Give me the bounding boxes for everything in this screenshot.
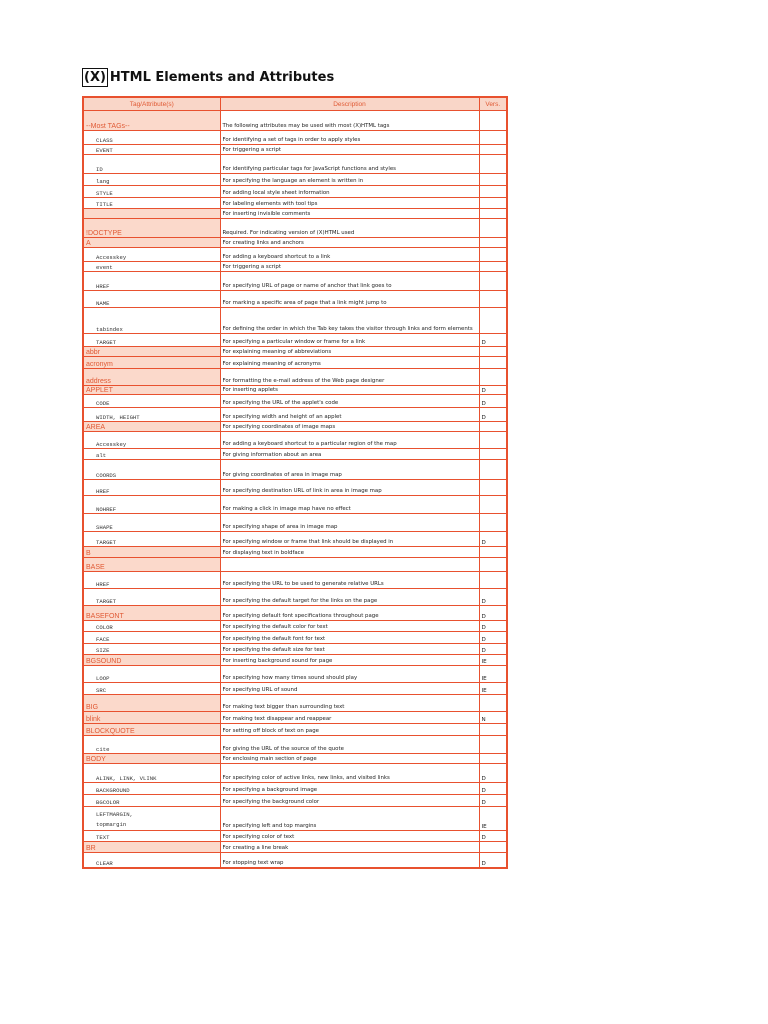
table-row: [83, 695, 507, 712]
tag-cell: HREF: [83, 272, 220, 291]
description-cell: For giving the URL of the source of the quote: [220, 736, 479, 754]
version-cell: [479, 480, 507, 496]
description-cell: For inserting applets: [220, 386, 479, 395]
tag-cell: ID: [83, 155, 220, 174]
description-cell: For creating links and anchors: [220, 238, 479, 248]
version-cell: [479, 449, 507, 460]
version-cell: [479, 131, 507, 145]
elements-table: [82, 96, 508, 869]
tag-cell: BR: [83, 842, 220, 853]
document-title: [82, 66, 334, 88]
tag-cell: BACKGROUND: [83, 783, 220, 795]
table-row: [83, 155, 507, 174]
tag-cell: BASE: [83, 558, 220, 572]
table-row: [83, 238, 507, 248]
table-row: [83, 754, 507, 764]
tag-cell: BIG: [83, 695, 220, 712]
header-description: Description: [220, 97, 479, 111]
tag-cell: COLOR: [83, 621, 220, 632]
description-cell: For labeling elements with tool tips: [220, 198, 479, 209]
description-cell: For making text bigger than surrounding text: [220, 695, 479, 712]
version-cell: [479, 209, 507, 219]
table-row: [83, 174, 507, 186]
table-row: [83, 807, 507, 831]
table-row: [83, 514, 507, 532]
description-cell: For setting off block of text on page: [220, 724, 479, 736]
tag-cell: alt: [83, 449, 220, 460]
description-cell: For specifying destination URL of link in area in image map: [220, 480, 479, 496]
version-cell: [479, 111, 507, 131]
description-cell: For specifying the URL to be used to generate relative URLs: [220, 572, 479, 589]
table-row: [83, 480, 507, 496]
table-row: [83, 198, 507, 209]
version-cell: [479, 262, 507, 272]
version-cell: [479, 460, 507, 480]
table-row: [83, 308, 507, 334]
tag-cell: tabindex: [83, 308, 220, 334]
version-cell: [479, 724, 507, 736]
table-row: [83, 666, 507, 683]
version-cell: [479, 496, 507, 514]
table-row: [83, 449, 507, 460]
table-row: [83, 386, 507, 395]
tag-cell: NOHREF: [83, 496, 220, 514]
description-cell: For displaying text in boldface: [220, 547, 479, 558]
table-row: [83, 334, 507, 347]
version-cell: [479, 198, 507, 209]
description-cell: For specifying URL of sound: [220, 683, 479, 695]
version-cell: D: [479, 795, 507, 807]
table-row: [83, 460, 507, 480]
description-cell: For specifying the default size for text: [220, 644, 479, 655]
table-row: [83, 606, 507, 621]
table-row: [83, 209, 507, 219]
version-cell: [479, 248, 507, 262]
description-cell: For inserting invisible comments: [220, 209, 479, 219]
version-cell: [479, 186, 507, 198]
description-cell: For making text disappear and reappear: [220, 712, 479, 724]
tag-cell: LEFTMARGIN, topmargin: [83, 807, 220, 831]
description-cell: For giving information about an area: [220, 449, 479, 460]
version-cell: [479, 174, 507, 186]
version-cell: [479, 238, 507, 248]
version-cell: [479, 754, 507, 764]
description-cell: For specifying width and height of an applet: [220, 408, 479, 422]
version-cell: D: [479, 853, 507, 868]
version-cell: [479, 145, 507, 155]
table-row: [83, 547, 507, 558]
tag-cell: --Most TAGs--: [83, 111, 220, 131]
title-text: HTML Elements and Attributes: [109, 69, 335, 85]
description-cell: For specifying the default target for the links on the page: [220, 589, 479, 606]
tag-cell: HREF: [83, 572, 220, 589]
version-cell: D: [479, 783, 507, 795]
tag-cell: WIDTH, HEIGHT: [83, 408, 220, 422]
tag-cell: BGCOLOR: [83, 795, 220, 807]
description-cell: For explaining meaning of abbreviations: [220, 347, 479, 357]
tag-cell: SRC: [83, 683, 220, 695]
table-row: [83, 831, 507, 842]
description-cell: For triggering a script: [220, 262, 479, 272]
version-cell: IE: [479, 807, 507, 831]
tag-cell: HREF: [83, 480, 220, 496]
description-cell: For inserting background sound for page: [220, 655, 479, 666]
description-cell: For enclosing main section of page: [220, 754, 479, 764]
title-boxed-prefix: (X): [84, 69, 106, 85]
tag-cell: lang: [83, 174, 220, 186]
description-cell: For creating a line break: [220, 842, 479, 853]
header-tag: Tag/Attribute(s): [83, 97, 220, 111]
table-row: [83, 422, 507, 432]
description-cell: For identifying particular tags for JavaScript functions and styles: [220, 155, 479, 174]
description-cell: For specifying URL of page or name of anchor that link goes to: [220, 272, 479, 291]
description-cell: For specifying the default color for text: [220, 621, 479, 632]
tag-cell: BGSOUND: [83, 655, 220, 666]
table-row: [83, 712, 507, 724]
tag-cell: abbr: [83, 347, 220, 357]
description-cell: For explaining meaning of acronyms: [220, 357, 479, 369]
table-row: [83, 632, 507, 644]
description-cell: For triggering a script: [220, 145, 479, 155]
description-cell: For specifying coordinates of image maps: [220, 422, 479, 432]
table-row: [83, 219, 507, 238]
version-cell: [479, 422, 507, 432]
table-row: [83, 783, 507, 795]
version-cell: [479, 547, 507, 558]
version-cell: [479, 695, 507, 712]
table-row: [83, 291, 507, 308]
table-row: [83, 369, 507, 386]
version-cell: D: [479, 532, 507, 547]
description-cell: For specifying shape of area in image map: [220, 514, 479, 532]
version-cell: IE: [479, 666, 507, 683]
table-row: [83, 795, 507, 807]
version-cell: [479, 842, 507, 853]
tag-cell: B: [83, 547, 220, 558]
description-cell: [220, 558, 479, 572]
tag-cell: CODE: [83, 395, 220, 408]
description-cell: The following attributes may be used with most (X)HTML tags: [220, 111, 479, 131]
table-row: [83, 655, 507, 666]
description-cell: For specifying default font specifications throughout page: [220, 606, 479, 621]
version-cell: [479, 308, 507, 334]
version-cell: [479, 357, 507, 369]
table-row: [83, 186, 507, 198]
table-row: [83, 248, 507, 262]
description-cell: For identifying a set of tags in order to apply styles: [220, 131, 479, 145]
version-cell: [479, 572, 507, 589]
tag-cell: [83, 209, 220, 219]
table-row: [83, 853, 507, 868]
table-row: [83, 532, 507, 547]
version-cell: [479, 272, 507, 291]
table-body: [83, 111, 507, 868]
tag-cell: ALINK, LINK, VLINK: [83, 764, 220, 783]
version-cell: [479, 347, 507, 357]
tag-cell: event: [83, 262, 220, 272]
description-cell: For giving coordinates of area in image map: [220, 460, 479, 480]
version-cell: D: [479, 621, 507, 632]
tag-cell: TARGET: [83, 334, 220, 347]
tag-cell: SIZE: [83, 644, 220, 655]
table-row: [83, 111, 507, 131]
tag-cell: TARGET: [83, 589, 220, 606]
version-cell: D: [479, 764, 507, 783]
tag-cell: BASEFONT: [83, 606, 220, 621]
description-cell: For specifying a particular window or frame for a link: [220, 334, 479, 347]
description-cell: For making a click in image map have no effect: [220, 496, 479, 514]
table-row: [83, 683, 507, 695]
tag-cell: APPLET: [83, 386, 220, 395]
table-row: [83, 432, 507, 449]
tag-cell: TEXT: [83, 831, 220, 842]
version-cell: [479, 155, 507, 174]
tag-cell: acronym: [83, 357, 220, 369]
tag-cell: BLOCKQUOTE: [83, 724, 220, 736]
description-cell: For specifying the URL of the applet's code: [220, 395, 479, 408]
tag-cell: STYLE: [83, 186, 220, 198]
version-cell: D: [479, 644, 507, 655]
table-row: [83, 395, 507, 408]
tag-cell: TITLE: [83, 198, 220, 209]
description-cell: For specifying color of active links, new links, and visited links: [220, 764, 479, 783]
table-row: [83, 842, 507, 853]
version-cell: [479, 369, 507, 386]
table-row: [83, 357, 507, 369]
version-cell: D: [479, 408, 507, 422]
tag-cell: cite: [83, 736, 220, 754]
tag-cell: Accesskey: [83, 248, 220, 262]
description-cell: For adding a keyboard shortcut to a link: [220, 248, 479, 262]
tag-cell: TARGET: [83, 532, 220, 547]
table-header-row: [83, 97, 507, 111]
table-row: [83, 408, 507, 422]
description-cell: For specifying the background color: [220, 795, 479, 807]
table-row: [83, 496, 507, 514]
version-cell: D: [479, 386, 507, 395]
description-cell: For specifying a background image: [220, 783, 479, 795]
table-row: [83, 262, 507, 272]
description-cell: For specifying color of text: [220, 831, 479, 842]
description-cell: Required. For indicating version of (X)HTML used: [220, 219, 479, 238]
version-cell: D: [479, 606, 507, 621]
tag-cell: BODY: [83, 754, 220, 764]
table-row: [83, 145, 507, 155]
version-cell: D: [479, 831, 507, 842]
tag-cell: NAME: [83, 291, 220, 308]
table-row: [83, 724, 507, 736]
tag-cell: A: [83, 238, 220, 248]
table-row: [83, 736, 507, 754]
description-cell: For adding local style sheet information: [220, 186, 479, 198]
tag-cell: CLEAR: [83, 853, 220, 868]
tag-cell: AREA: [83, 422, 220, 432]
tag-cell: blink: [83, 712, 220, 724]
description-cell: For marking a specific area of page that a link might jump to: [220, 291, 479, 308]
tag-cell: CLASS: [83, 131, 220, 145]
table-row: [83, 272, 507, 291]
tag-cell: !DOCTYPE: [83, 219, 220, 238]
version-cell: D: [479, 334, 507, 347]
version-cell: [479, 291, 507, 308]
version-cell: IE: [479, 683, 507, 695]
version-cell: [479, 736, 507, 754]
table-row: [83, 644, 507, 655]
version-cell: D: [479, 632, 507, 644]
description-cell: For stopping text wrap: [220, 853, 479, 868]
version-cell: [479, 219, 507, 238]
table-row: [83, 347, 507, 357]
version-cell: IE: [479, 655, 507, 666]
version-cell: [479, 432, 507, 449]
table-row: [83, 589, 507, 606]
table-row: [83, 131, 507, 145]
version-cell: N: [479, 712, 507, 724]
tag-cell: FACE: [83, 632, 220, 644]
description-cell: For adding a keyboard shortcut to a particular region of the map: [220, 432, 479, 449]
version-cell: D: [479, 589, 507, 606]
description-cell: For specifying the default font for text: [220, 632, 479, 644]
version-cell: [479, 514, 507, 532]
table-row: [83, 572, 507, 589]
tag-cell: LOOP: [83, 666, 220, 683]
description-cell: For formatting the e-mail address of the Web page designer: [220, 369, 479, 386]
table-row: [83, 558, 507, 572]
description-cell: For specifying the language an element is written in: [220, 174, 479, 186]
table-row: [83, 621, 507, 632]
tag-cell: COORDS: [83, 460, 220, 480]
description-cell: For specifying how many times sound should play: [220, 666, 479, 683]
tag-cell: SHAPE: [83, 514, 220, 532]
description-cell: For specifying window or frame that link should be displayed in: [220, 532, 479, 547]
tag-cell: Accesskey: [83, 432, 220, 449]
table-row: [83, 764, 507, 783]
header-version: Vers.: [479, 97, 507, 111]
description-cell: For specifying left and top margins: [220, 807, 479, 831]
version-cell: [479, 558, 507, 572]
description-cell: For defining the order in which the Tab key takes the visitor through links and form elements: [220, 308, 479, 334]
tag-cell: address: [83, 369, 220, 386]
tag-cell: EVENT: [83, 145, 220, 155]
version-cell: D: [479, 395, 507, 408]
